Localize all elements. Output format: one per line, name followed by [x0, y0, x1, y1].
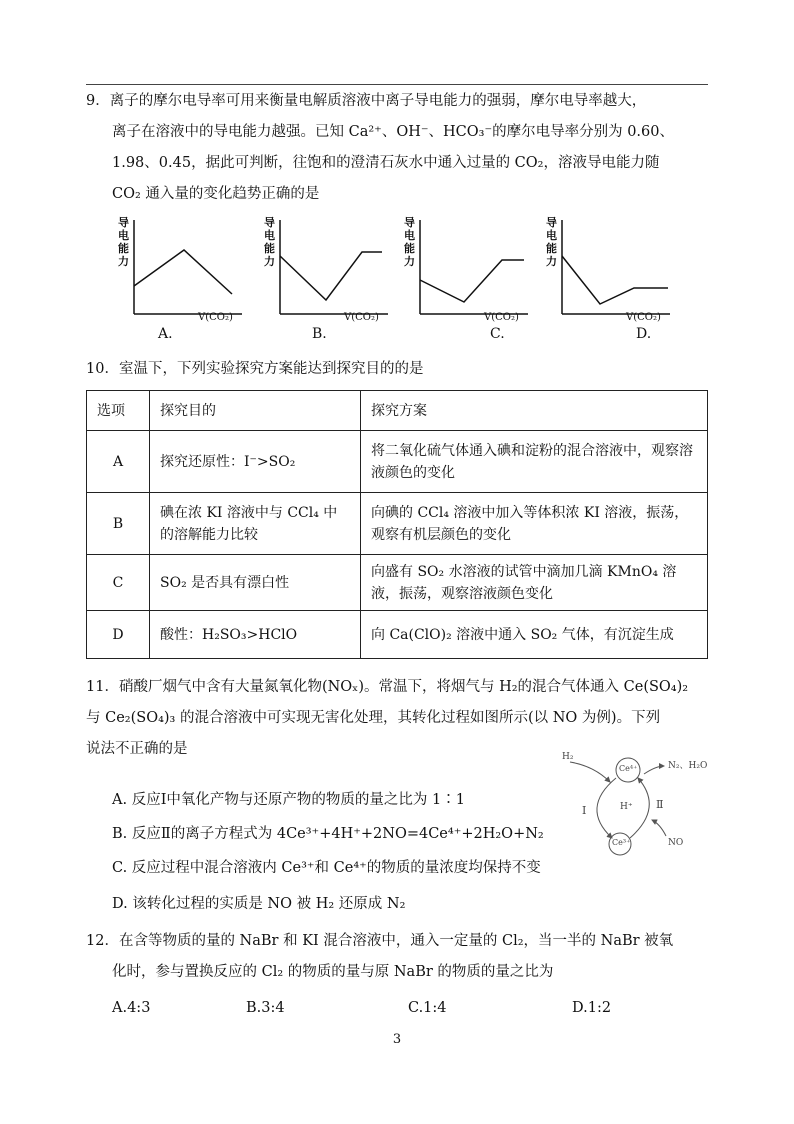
graph-c-plot — [398, 214, 538, 344]
table-row — [87, 611, 708, 659]
row-plan: 向碘的 CCl₄ 溶液中加入等体积浓 KI 溶液，振荡，观察有机层颜色的变化 — [361, 493, 708, 555]
ce-cycle-diagram — [560, 752, 710, 862]
header-plan: 探究方案 — [361, 391, 708, 431]
q11-line-3: 说法不正确的是 — [86, 741, 188, 757]
row-option: B — [87, 493, 150, 555]
q9-line-4: CO₂ 通入量的变化趋势正确的是 — [112, 186, 320, 202]
ce4-label: Ce⁴⁺ — [619, 764, 638, 773]
graph-b-xlabel: V(CO₂) — [344, 312, 379, 323]
header-option: 选项 — [87, 391, 150, 431]
ce3-label: Ce³⁺ — [612, 838, 631, 847]
step-2-label: Ⅱ — [656, 798, 664, 811]
row-plan: 向盛有 SO₂ 水溶液的试管中滴加几滴 KMnO₄ 溶液，振荡，观察溶液颜色变化 — [361, 555, 708, 611]
graph-b-plot — [258, 214, 398, 344]
graph-d-xlabel: V(CO₂) — [626, 312, 661, 323]
q11-option-a: A. 反应Ⅰ中氧化产物与还原产物的物质的量之比为 1∶1 — [112, 792, 465, 808]
graph-c-curve — [420, 260, 524, 302]
question-9-stem — [86, 86, 716, 210]
row-purpose: 碘在浓 KI 溶液中与 CCl₄ 中的溶解能力比较 — [150, 493, 361, 555]
graph-b-label: B. — [312, 326, 327, 342]
row-plan: 向 Ca(ClO)₂ 溶液中通入 SO₂ 气体，有沉淀生成 — [361, 611, 708, 659]
question-12-stem — [86, 926, 716, 988]
q12-answer-c: C.1:4 — [408, 1000, 447, 1016]
table-row — [87, 555, 708, 611]
row-purpose: SO₂ 是否具有漂白性 — [150, 555, 361, 611]
graph-b-ylabel: 导电能力 — [264, 216, 275, 268]
graph-d-label: D. — [636, 326, 652, 342]
q12-answer-d: D.1:2 — [572, 1000, 612, 1016]
row-option: A — [87, 431, 150, 493]
graph-c-label: C. — [490, 326, 505, 342]
question-10-stem: 10．室温下，下列实验探究方案能达到探究目的的是 — [86, 361, 424, 377]
q12-answer-b: B.3:4 — [246, 1000, 285, 1016]
table-row — [87, 493, 708, 555]
row-option: C — [87, 555, 150, 611]
q11-line-1: 11．硝酸厂烟气中含有大量氮氧化物(NOₓ)。常温下，将烟气与 H₂的混合气体通入 Ce(SO₄)₂ — [86, 679, 689, 695]
graph-c — [398, 214, 538, 344]
q11-option-d: D. 该转化过程的实质是 NO 被 H₂ 还原成 N₂ — [112, 896, 406, 912]
header-rule — [86, 84, 708, 85]
h2-label: H₂ — [562, 752, 574, 762]
q11-option-b: B. 反应Ⅱ的离子方程式为 4Ce³⁺+4H⁺+2NO=4Ce⁴⁺+2H₂O+N₂ — [112, 826, 544, 842]
q12-line-2: 化时，参与置换反应的 Cl₂ 的物质的量与原 NaBr 的物质的量之比为 — [112, 964, 554, 980]
q9-line-1: 9．离子的摩尔电导率可用来衡量电解质溶液中离子导电能力的强弱，摩尔电导率越大， — [86, 93, 647, 109]
graph-b — [258, 214, 398, 344]
table-header-row — [87, 391, 708, 431]
graph-a-ylabel: 导电能力 — [118, 216, 129, 268]
graph-a-curve — [134, 250, 232, 294]
graph-c-ylabel: 导电能力 — [404, 216, 415, 268]
row-option: D — [87, 611, 150, 659]
graph-d-plot — [540, 214, 680, 344]
graph-d-curve — [562, 256, 668, 304]
graph-d-ylabel: 导电能力 — [546, 216, 557, 268]
row-plan: 将二氧化硫气体通入碘和淀粉的混合溶液中，观察溶液颜色的变化 — [361, 431, 708, 493]
graph-a — [112, 214, 252, 344]
q12-answer-a: A.4:3 — [112, 1000, 151, 1016]
graph-c-xlabel: V(CO₂) — [484, 312, 519, 323]
step-1-label: Ⅰ — [582, 804, 587, 817]
page-number: 3 — [392, 1032, 402, 1047]
q11-line-2: 与 Ce₂(SO₄)₃ 的混合溶液中可实现无害化处理，其转化过程如图所示(以 NO 为例)。下列 — [86, 710, 661, 726]
hplus-label: H⁺ — [620, 802, 633, 812]
graph-a-xlabel: V(CO₂) — [198, 312, 233, 323]
graph-a-plot — [112, 214, 252, 344]
graph-d — [540, 214, 680, 344]
q11-option-c: C. 反应过程中混合溶液内 Ce³⁺和 Ce⁴⁺的物质的量浓度均保持不变 — [112, 860, 541, 876]
experiment-table — [86, 390, 708, 659]
graph-b-curve — [280, 252, 382, 300]
q9-line-3: 1.98、0.45，据此可判断，往饱和的澄清石灰水中通入过量的 CO₂，溶液导电能力随 — [112, 155, 660, 171]
row-purpose: 探究还原性：I⁻>SO₂ — [150, 431, 361, 493]
row-purpose: 酸性：H₂SO₃>HClO — [150, 611, 361, 659]
q12-line-1: 12．在含等物质的量的 NaBr 和 KI 混合溶液中，通入一定量的 Cl₂，当一半的 NaBr 被氧 — [86, 933, 674, 949]
graph-a-label: A. — [158, 326, 173, 342]
products-label: N₂、H₂O — [668, 761, 708, 771]
q9-line-2: 离子在溶液中的导电能力越强。已知 Ca²⁺、OH⁻、HCO₃⁻的摩尔电导率分别为 0.60、 — [112, 124, 674, 140]
table-row — [87, 431, 708, 493]
header-purpose: 探究目的 — [150, 391, 361, 431]
no-label: NO — [668, 838, 684, 848]
